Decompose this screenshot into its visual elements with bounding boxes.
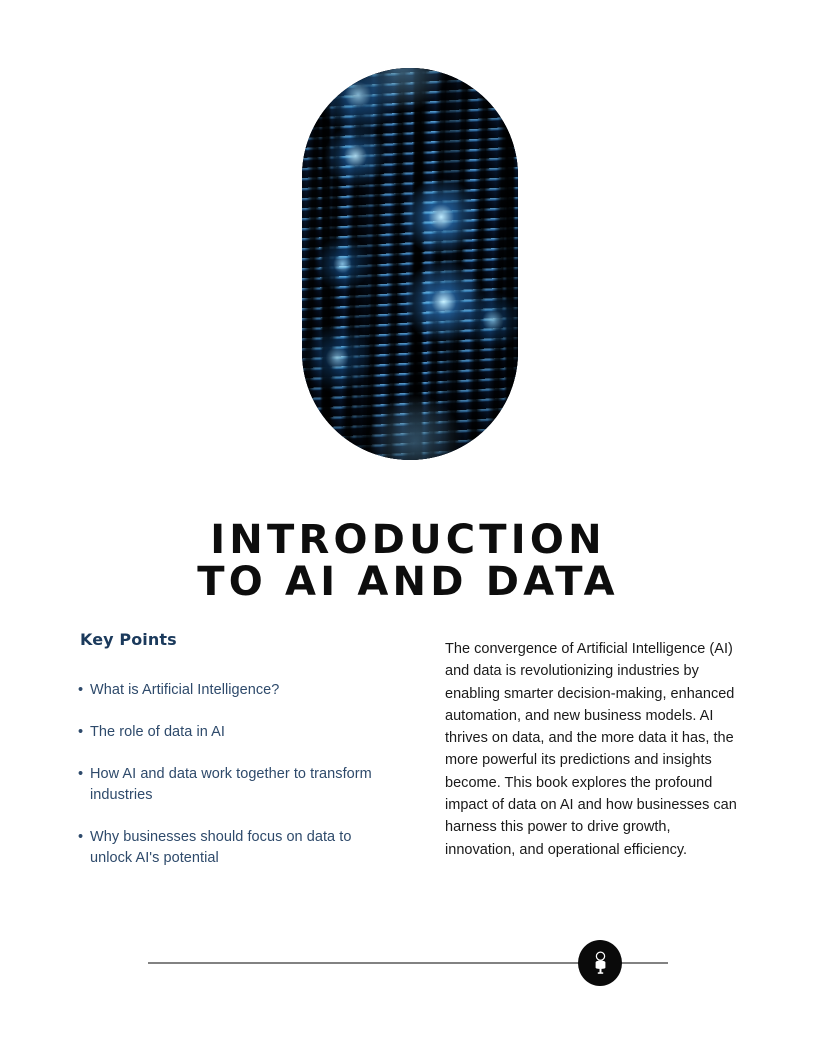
bullet-icon: • — [78, 682, 84, 698]
list-item — [78, 722, 378, 743]
list-item-label: What is Artificial Intelligence? — [90, 682, 280, 698]
key-points-column — [78, 630, 378, 869]
footer-badge — [578, 940, 622, 986]
hero-image — [302, 68, 518, 460]
bullet-icon: • — [78, 724, 84, 740]
page-title — [0, 516, 816, 605]
key-points-heading: Key Points — [80, 630, 177, 649]
hero-image-artwork — [302, 68, 518, 460]
page-footer — [0, 940, 816, 990]
list-item-label: How AI and data work together to transform industries — [90, 766, 372, 803]
list-item — [78, 680, 378, 701]
bullet-icon: • — [78, 766, 84, 782]
page-title-line-1: INTRODUCTION — [210, 516, 606, 563]
list-item — [78, 764, 378, 806]
list-item — [78, 827, 378, 869]
content-columns — [0, 630, 816, 900]
body-column — [445, 638, 737, 861]
bullet-icon: • — [78, 829, 84, 845]
list-item-label: The role of data in AI — [90, 724, 225, 740]
page-title-line-2: TO AI AND DATA — [197, 558, 619, 605]
body-paragraph: The convergence of Artificial Intelligence (AI) and data is revolutionizing industries by enabling smarter decision-making, enhanced automation, and new business models. AI thrives on data, and the more data it has, the more powerful its predictions and insights become. This book explores the profound impact of data on AI and how businesses can harness this power to drive growth, innovation, and operational efficiency. — [445, 641, 737, 858]
key-points-list — [78, 680, 378, 869]
list-item-label: Why businesses should focus on data to unlock AI's potential — [90, 829, 352, 866]
figure-emblem-icon — [592, 951, 609, 975]
hero-vignette — [302, 68, 518, 460]
